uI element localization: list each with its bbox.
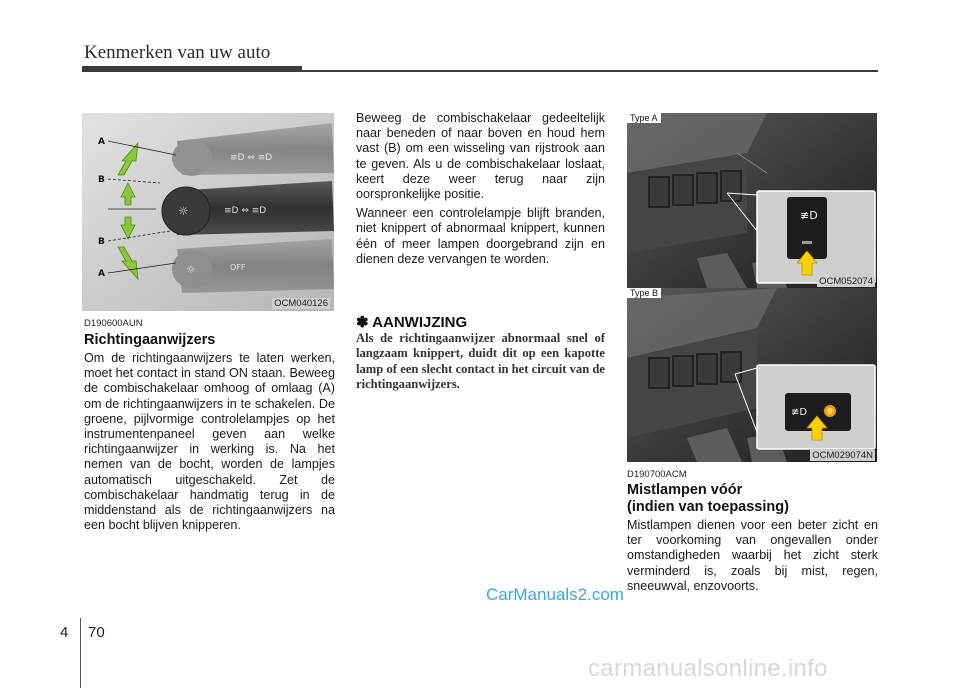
stalk-off-marking: OFF — [230, 263, 246, 272]
figure-code: OCM040126 — [274, 298, 328, 309]
page-number: 70 — [88, 624, 105, 641]
chapter-number: 4 — [60, 624, 69, 641]
fog-lamps-paragraph — [627, 518, 878, 598]
watermark-text: carmanualsonline.info — [588, 655, 828, 682]
title-line: Mistlampen vóór — [627, 482, 743, 498]
header-rule-thick — [82, 66, 302, 72]
warning-text: Als de richtingaanwijzer abnormaal snel of langzaam knippert, duidt dit op een kapotte lamp of een slecht contact in het circuit van de richtingaanwijzers. — [356, 331, 605, 392]
watermark-link[interactable]: CarManuals2.com — [486, 585, 624, 604]
figure-label-b-top: B — [98, 175, 105, 185]
header-title: Kenmerken van uw auto — [84, 42, 271, 63]
header-rule-thin — [302, 70, 878, 72]
lane-change-text — [356, 111, 605, 271]
doc-code: D190600AUN — [84, 318, 143, 329]
paragraph: Om de richtingaanwijzers te laten werken, moet het contact in stand ON staan. Beweeg de combischakelaar omhoog of omlaag (A) om de richtingaanwijzers in te schakelen. De groene, pijlvormige controlelampjes op het instrumentenpaneel geven aan welke richtingaanwijzer in werking is. Na het nemen van de bocht, worden de lampjes automatisch uitgeschakeld. Zet de combischakelaar handmatig terug in de middenstand als de richtingaanwijzers na een bocht blijven knipperen. — [84, 351, 335, 533]
title-line: (indien van toepassing) — [627, 499, 789, 515]
figure-label-b-bottom: B — [98, 237, 105, 247]
svg-text:≢D: ≢D — [800, 209, 818, 222]
figure-turn-signal-switch — [82, 113, 334, 311]
paragraph: Mistlampen dienen voor een beter zicht en ter voorkoming van ongevallen onder omstandigheden waarbij het zicht sterk verminderd is, zoals bij mist, regen, sneeuwval, enzovoorts. — [627, 518, 878, 593]
figure-fog-switch-type-a — [627, 113, 877, 288]
figure-code: OCM052074 — [819, 276, 873, 287]
section-title-fog-lamps — [627, 482, 789, 516]
svg-text:☼: ☼ — [186, 263, 196, 276]
type-b-label: Type B — [627, 288, 661, 298]
turn-signals-paragraph — [84, 351, 335, 537]
svg-text:☼: ☼ — [178, 204, 189, 218]
doc-code: D190700ACM — [627, 469, 687, 480]
figure-label-a-top: A — [98, 137, 105, 147]
svg-text:≡D ⇔ ≡D: ≡D ⇔ ≡D — [230, 153, 273, 163]
svg-text:≡D ⇔ ≡D: ≡D ⇔ ≡D — [224, 206, 267, 216]
figure-label-a-bottom: A — [98, 269, 105, 279]
paragraph: Beweeg de combischakelaar gedeeltelijk naar beneden of naar boven en houd hem vast (B) om een wisseling van rijstrook aan te geven. Als u de combischakelaar loslaat, keert deze weer terug naar zijn oorspronkelijke positie. — [356, 111, 605, 202]
svg-text:≢D: ≢D — [791, 407, 808, 418]
section-title-turn-signals: Richtingaanwijzers — [84, 332, 216, 348]
type-a-label: Type A — [627, 113, 661, 123]
warning-title: ✽ AANWIJZING — [356, 314, 468, 331]
page-divider — [80, 618, 81, 688]
figure-code: OCM029074N — [812, 450, 873, 461]
paragraph: Wanneer een controlelampje blijft branden, niet knippert of abnormaal knippert, kunnen één of meer lampen doorgebrand zijn en dienen deze vervangen te worden. — [356, 206, 605, 266]
figure-fog-switch-type-b — [627, 288, 877, 462]
